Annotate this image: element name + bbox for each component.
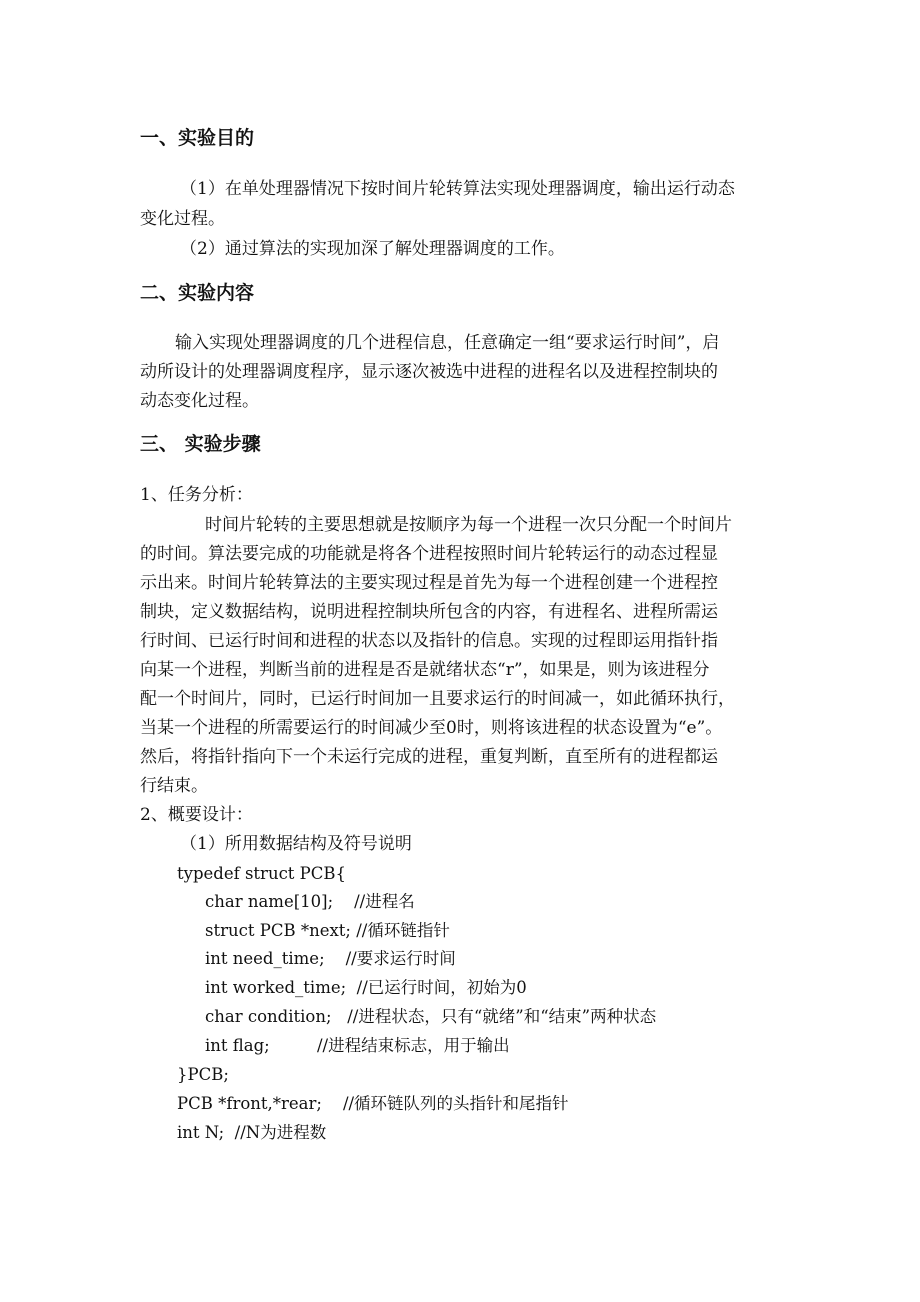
step-2-subtitle: （1）所用数据结构及符号说明 [180, 834, 412, 854]
code-line-1: typedef struct PCB{ [177, 864, 347, 883]
step-1-line-6: 向某一个进程，判断当前的进程是否是就绪状态“r”，如果是，则为该进程分 [140, 660, 710, 680]
step-1-line-1: 时间片轮转的主要思想就是按顺序为每一个进程一次只分配一个时间片 [205, 515, 732, 535]
step-1-line-9: 然后，将指针指向下一个未运行完成的进程，重复判断，直至所有的进程都运 [140, 747, 718, 767]
code-line-9: PCB *front,*rear; //循环链队列的头指针和尾指针 [177, 1094, 569, 1113]
code-line-4: int need_time; //要求运行时间 [205, 949, 456, 968]
code-line-8: }PCB; [177, 1065, 229, 1084]
purpose-paragraph-1-line-2: 变化过程。 [140, 209, 225, 229]
code-line-5: int worked_time; //已运行时间，初始为0 [205, 978, 527, 997]
step-1-line-8: 当某一个进程的所需要运行的时间减少至0时，则将该进程的状态设置为“e”。 [140, 718, 723, 738]
section-heading-steps: 三、 实验步骤 [140, 433, 261, 455]
step-1-title: 1、任务分析： [140, 485, 253, 505]
code-line-6: char condition; //进程状态，只有“就绪”和“结束”两种状态 [205, 1007, 657, 1026]
step-1-line-5: 行时间、已运行时间和进程的状态以及指针的信息。实现的过程即运用指针指 [140, 631, 718, 651]
code-line-10: int N; //N为进程数 [177, 1123, 327, 1142]
code-line-3: struct PCB *next; //循环链指针 [205, 921, 450, 940]
code-line-7: int flag; //进程结束标志，用于输出 [205, 1036, 510, 1055]
content-paragraph-line-2: 动所设计的处理器调度程序，显示逐次被选中进程的进程名以及进程控制块的 [140, 362, 718, 382]
step-1-line-10: 行结束。 [140, 776, 208, 796]
purpose-paragraph-1-line-1: （1）在单处理器情况下按时间片轮转算法实现处理器调度，输出运行动态 [180, 179, 735, 199]
content-paragraph-line-1: 输入实现处理器调度的几个进程信息，任意确定一组“要求运行时间”，启 [175, 333, 720, 353]
section-heading-purpose: 一、实验目的 [140, 127, 255, 149]
step-1-line-2: 的时间。算法要完成的功能就是将各个进程按照时间片轮转运行的动态过程显 [140, 544, 718, 564]
step-1-line-7: 配一个时间片，同时，已运行时间加一且要求运行的时间减一，如此循环执行， [140, 689, 735, 709]
purpose-paragraph-2: （2）通过算法的实现加深了解处理器调度的工作。 [180, 239, 565, 259]
content-paragraph-line-3: 动态变化过程。 [140, 391, 259, 411]
step-2-title: 2、概要设计： [140, 805, 253, 825]
code-line-2: char name[10]; //进程名 [205, 892, 415, 911]
step-1-line-4: 制块，定义数据结构，说明进程控制块所包含的内容，有进程名、进程所需运 [140, 602, 718, 622]
section-heading-content: 二、实验内容 [140, 282, 255, 304]
step-1-line-3: 示出来。时间片轮转算法的主要实现过程是首先为每一个进程创建一个进程控 [140, 573, 718, 593]
